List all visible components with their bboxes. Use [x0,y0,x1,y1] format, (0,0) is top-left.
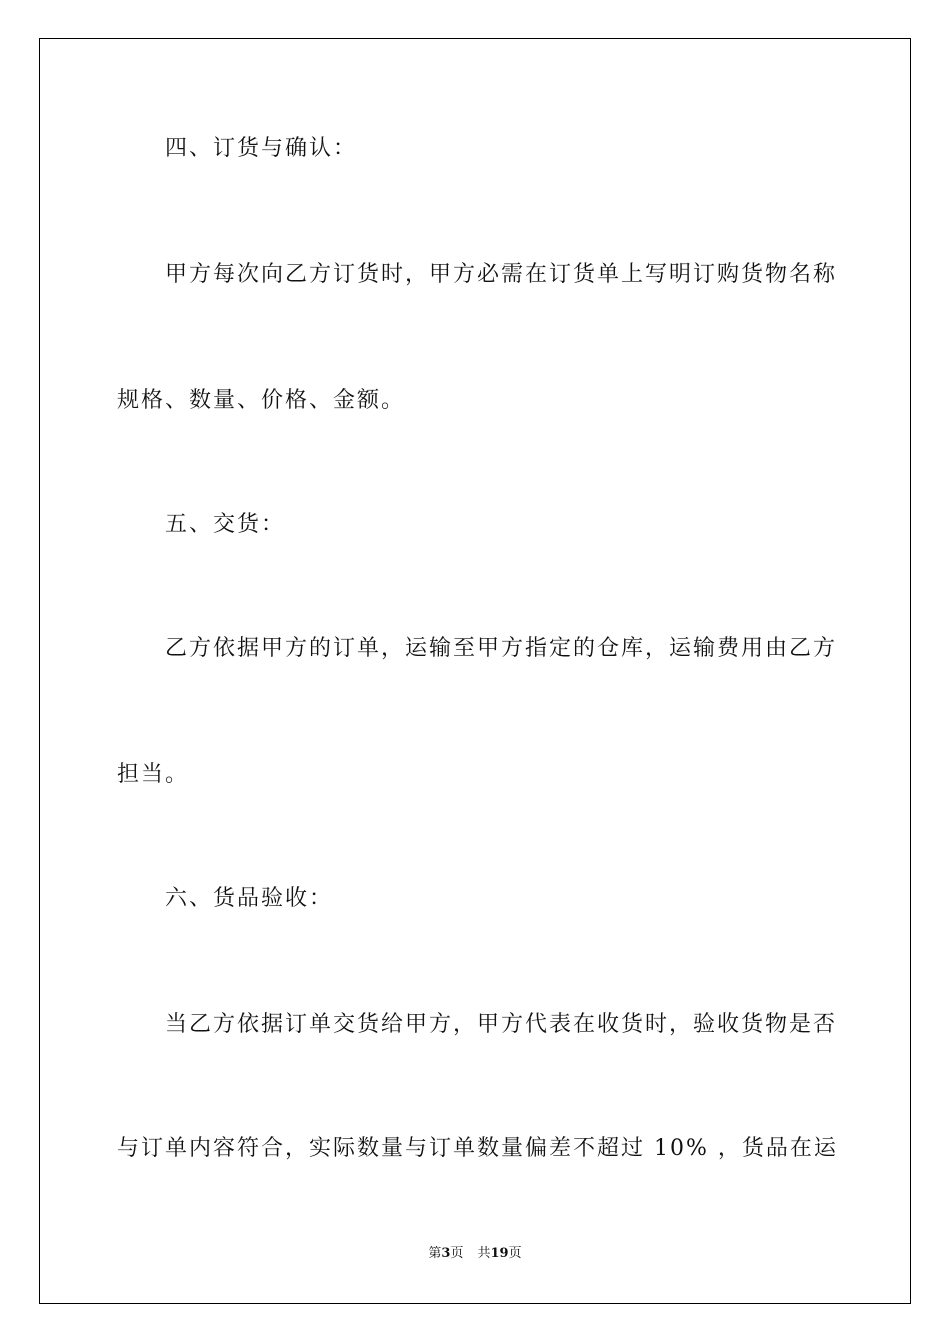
total-suffix: 页 [508,1246,522,1261]
paragraph-line: 甲方每次向乙方订货时，甲方必需在订货单上写明订购货物名称 [165,262,838,287]
section-heading-delivery: 五、交货： [165,512,286,537]
paragraph-line: 规格、数量、价格、金额。 [117,388,406,413]
paragraph-line: 当乙方依据订单交货给甲方，甲方代表在收货时，验收货物是否 [165,1012,838,1037]
paragraph-line: 担当。 [117,762,190,787]
paragraph-line: 与订单内容符合，实际数量与订单数量偏差不超过 10% ，货品在运 [117,1136,838,1161]
page-prefix: 第 [428,1246,442,1261]
page-number: 3 [441,1246,451,1261]
page-suffix: 页 [450,1246,464,1261]
total-pages: 19 [490,1246,509,1261]
section-heading-inspection: 六、货品验收： [165,886,334,911]
page-footer [0,1244,950,1264]
page-border [39,38,911,1304]
section-heading-ordering: 四、订货与确认： [165,136,358,161]
paragraph-line: 乙方依据甲方的订单，运输至甲方指定的仓库，运输费用由乙方 [165,636,838,661]
total-prefix: 共 [477,1246,491,1261]
